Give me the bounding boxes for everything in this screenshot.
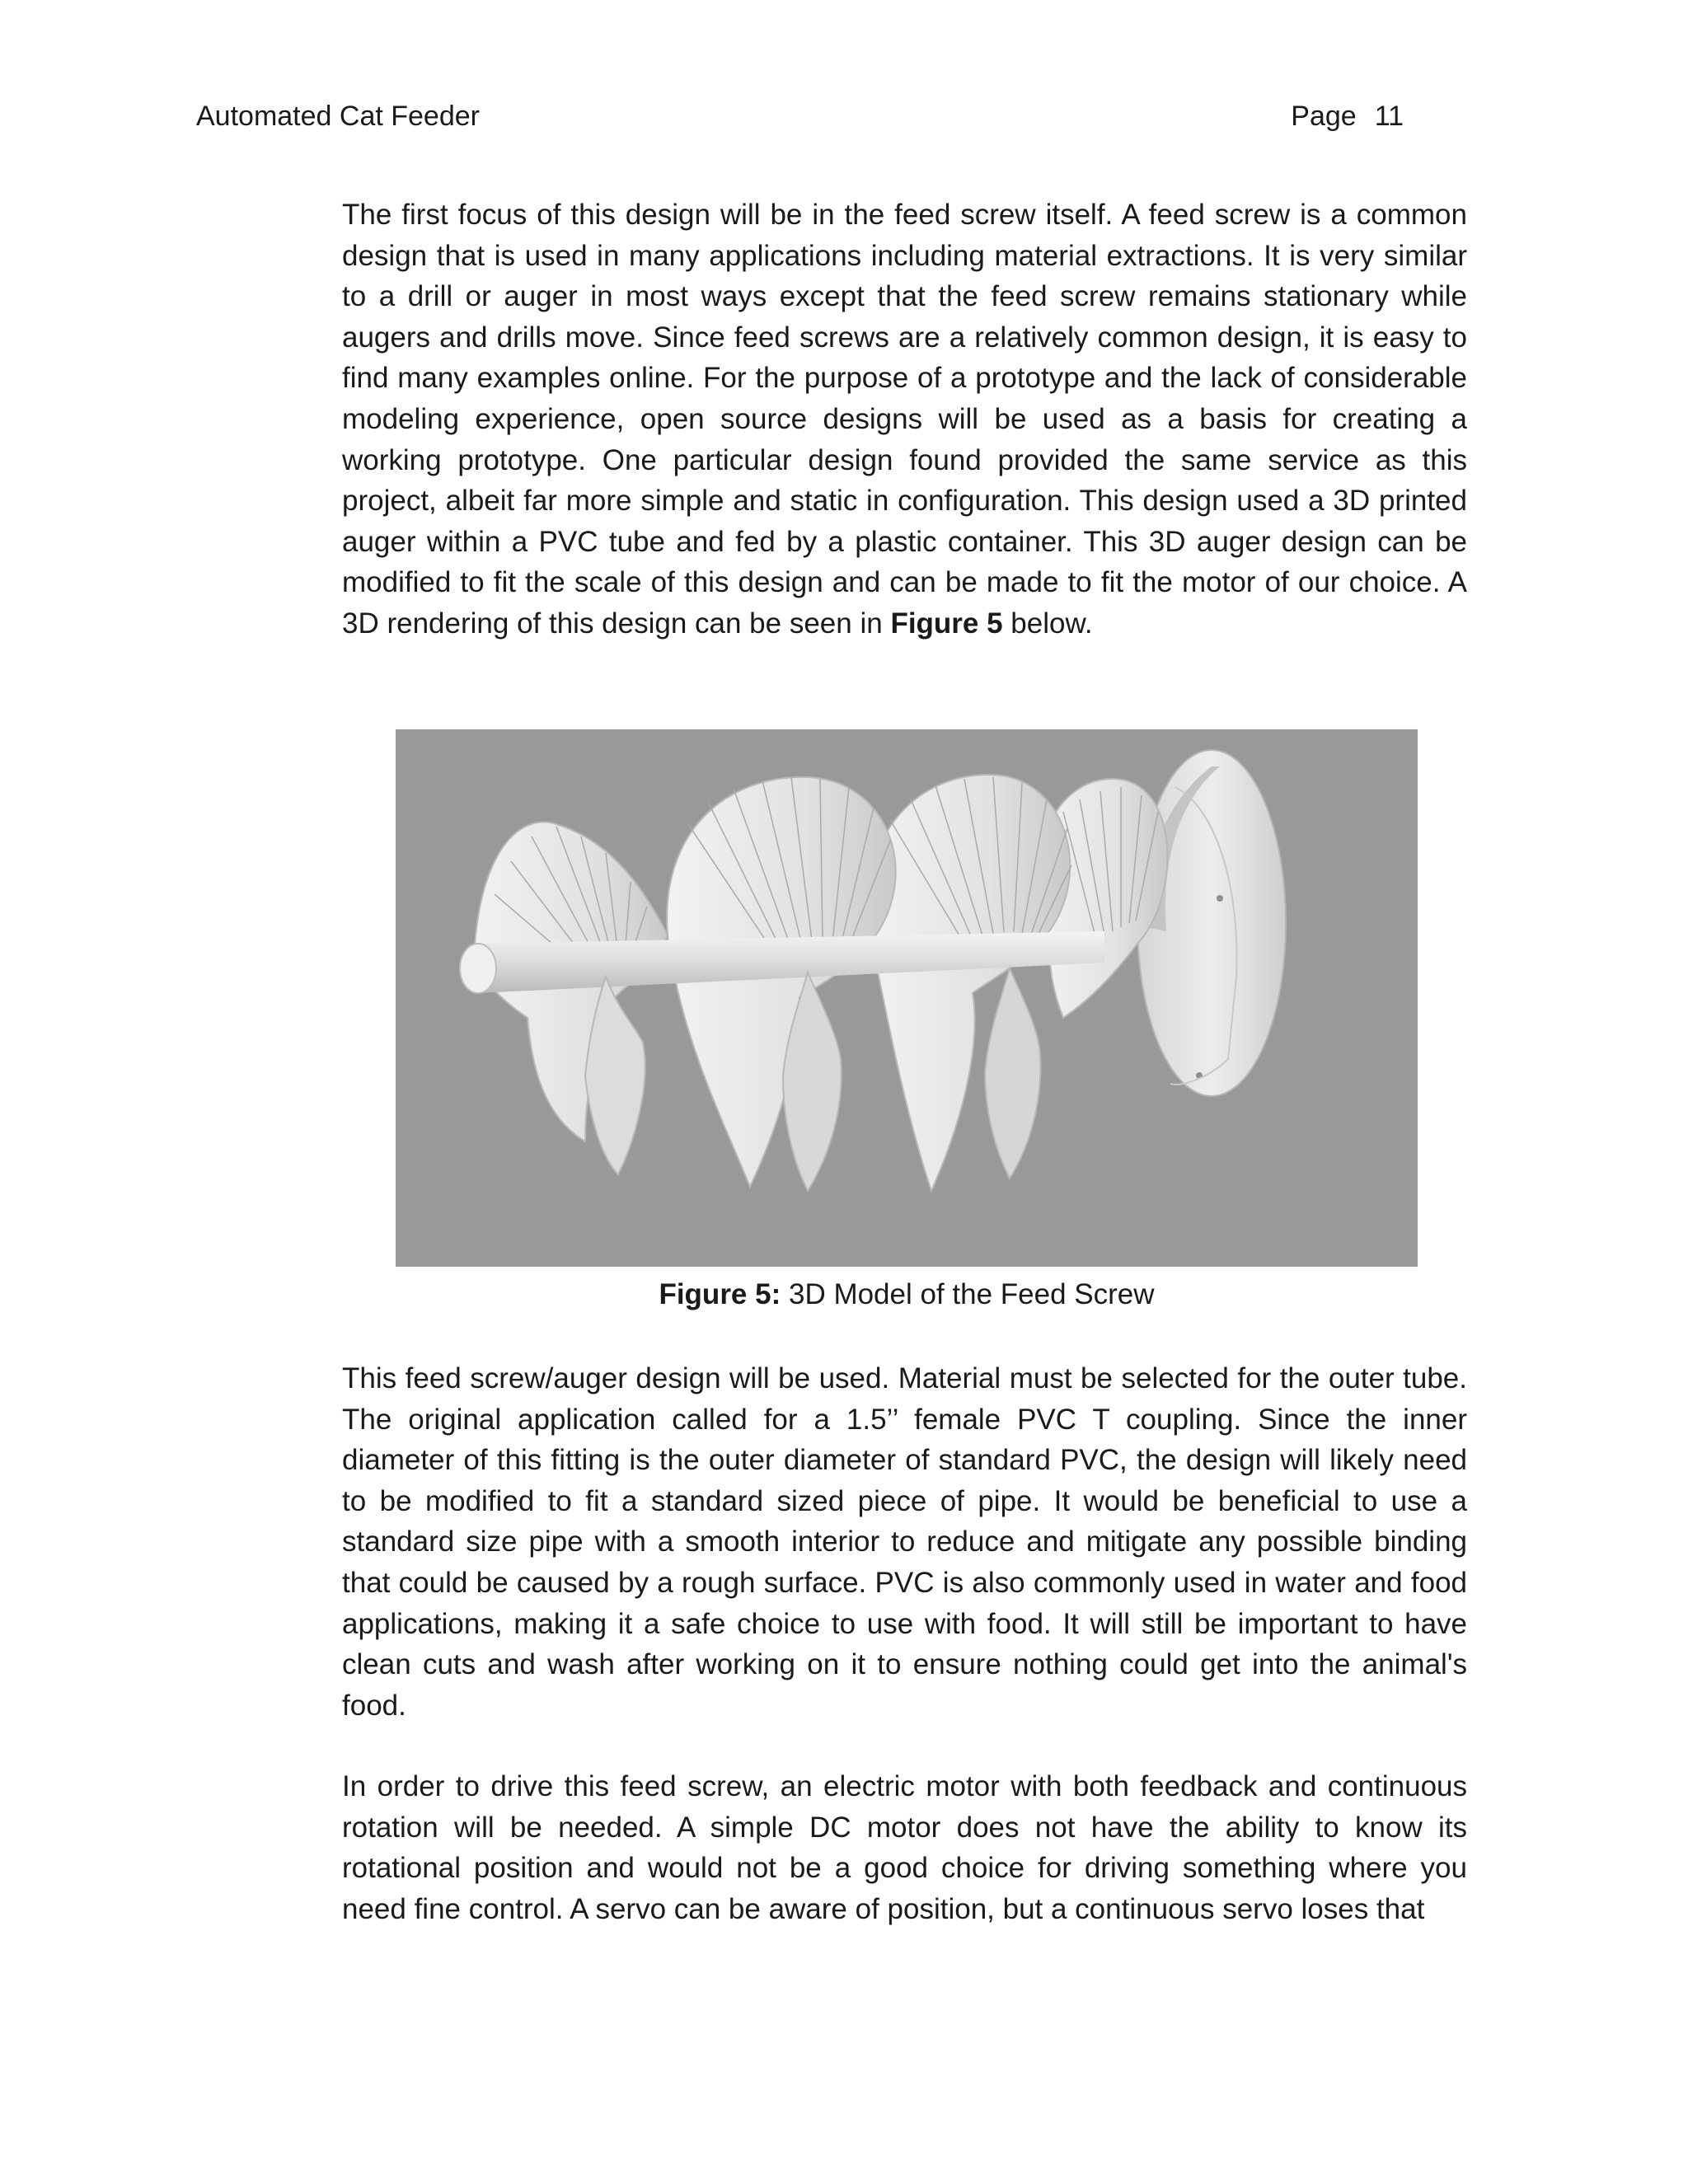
figure-label: Figure 5: <box>659 1278 781 1310</box>
paragraph-text-end: below. <box>1002 607 1093 640</box>
paragraph-motor: In order to drive this feed screw, an electric motor with both feedback and continuous rotation will be needed. A simple DC motor does not have the ability to know its rotational position and would not be a good choice for driving something where you need fine control. A servo can be aware of position, but a continuous servo loses that <box>342 1770 1467 1925</box>
paragraph-text: The first focus of this design will be in the feed screw itself. A feed screw is a common design that is used in many applications including material extractions. It is very similar to a drill or auger in most ways except that the feed screw remains stationary while augers and drills move. Since feed screws are a relatively common design, it is easy to find many examples online. For the purpose of a prototype and the lack of considerable modeling experience, open source designs will be used as a basis for creating a working prototype. One particular design found provided the same service as this project, albeit far more simple and static in configuration. This design used a 3D printed auger within a PVC tube and fed by a plastic container. This 3D auger design can be modified to fit the scale of this design and can be made to fit the motor of our choice. A 3D rendering of this design can be seen in <box>342 199 1467 640</box>
page-number-value: 11 <box>1374 101 1404 132</box>
paragraph-feed-screw-intro <box>342 194 1467 644</box>
auger-blade-3 <box>868 775 1071 1191</box>
page-header <box>196 97 1404 135</box>
page-label: Page <box>1291 101 1357 132</box>
paragraph-outer-tube: This feed screw/auger design will be used. Material must be selected for the outer tube. The original application called for a 1.5’’ female PVC T coupling. Since the inner diameter of this fitting is the outer diameter of standard PVC, the design will likely need to be modified to fit a standard sized piece of pipe. It would be beneficial to use a standard size pipe with a smooth interior to reduce and mitigate any possible binding that could be caused by a rough surface. PVC is also commonly used in water and food applications, making it a safe choice to use with food. It will still be important to have clean cuts and wash after working on it to ensure nothing could get into the animal's food. <box>342 1362 1467 1722</box>
feed-screw-illustration <box>396 729 1418 1267</box>
page-number <box>1291 97 1404 135</box>
figure-caption <box>0 1276 1688 1314</box>
end-flange-disc <box>1137 750 1286 1096</box>
document-title: Automated Cat Feeder <box>196 101 480 132</box>
figure-reference: Figure 5 <box>890 607 1003 640</box>
feed-screw-3d-figure <box>396 729 1418 1267</box>
figure-caption-text: 3D Model of the Feed Screw <box>781 1278 1155 1310</box>
